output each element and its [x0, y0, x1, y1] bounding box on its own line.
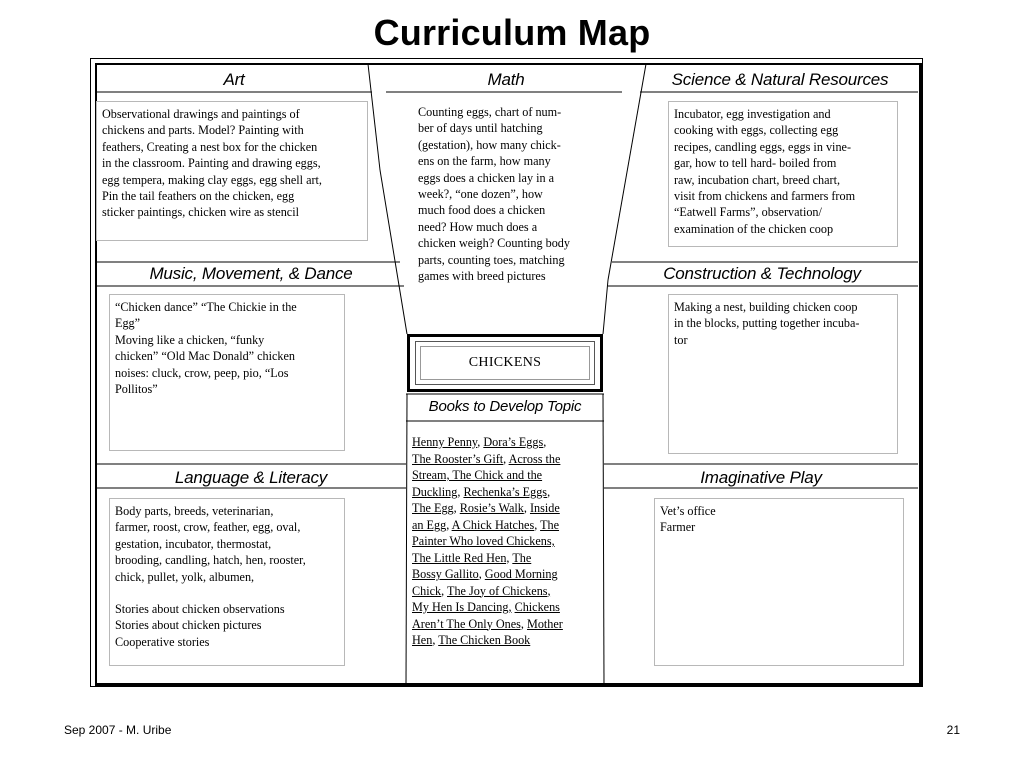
books-line: [412, 451, 602, 468]
construction-text-line: in the blocks, putting together incuba-: [674, 316, 860, 331]
books-separator: ,: [534, 517, 541, 532]
art-text-line: Pin the tail feathers on the chicken, egg: [102, 189, 295, 204]
construction-text-line: Making a nest, building chicken coop: [674, 300, 858, 314]
music-text-line: Moving like a chicken, “funky: [115, 332, 265, 347]
science-heading: Science & Natural Resources: [671, 70, 889, 89]
books-line: [412, 517, 602, 534]
science-text-line: raw, incubation chart, breed chart,: [674, 172, 841, 187]
books-line: [412, 599, 602, 616]
math-text-line: games with breed pictures: [418, 269, 546, 284]
math-text-line: week?, “one dozen”, how: [418, 187, 543, 202]
books-line: [412, 566, 602, 583]
language-text-line: Cooperative stories: [115, 634, 210, 649]
math-text-line: Counting eggs, chart of num-: [418, 105, 562, 119]
art-text-line: sticker paintings, chicken wire as stencil: [102, 205, 299, 220]
books-separator: ,: [478, 567, 485, 581]
language-text-line: Stories about chicken observations: [115, 602, 285, 617]
art-text-line: egg tempera, making clay eggs, egg shell art,: [102, 172, 322, 187]
science-text-line: gar, how to tell hard- boiled from: [674, 156, 837, 171]
book-title: Bossy Gallito: [412, 567, 479, 581]
book-title: The Little Red Hen,: [412, 550, 510, 565]
book-title: Across the: [508, 451, 561, 466]
central-topic-mid-border: [415, 341, 595, 385]
books-line: [412, 632, 602, 649]
language-text-line: Stories about chicken pictures: [115, 618, 262, 633]
music-heading: Music, Movement, & Dance: [149, 264, 353, 283]
central-topic-label: CHICKENS: [420, 346, 590, 380]
books-separator: ,: [503, 451, 509, 466]
book-title: The Egg: [412, 501, 454, 515]
books-line: [412, 583, 602, 600]
music-text-line: Egg”: [115, 316, 141, 331]
music-box: [109, 294, 345, 451]
book-title: Rechenka’s Eggs: [463, 484, 548, 499]
book-title: Duckling: [412, 484, 458, 499]
math-text-line: need? How much does a: [418, 219, 538, 234]
books-line: [412, 616, 602, 633]
science-text-line: Incubator, egg investigation and: [674, 107, 831, 121]
book-title: The Joy of Chickens,: [447, 583, 551, 598]
book-title: A Chick Hatches: [451, 517, 535, 532]
book-title: The: [540, 517, 560, 532]
art-text-line: in the classroom. Painting and drawing eggs,: [102, 156, 321, 171]
art-text-line: feathers, Creating a nest box for the chicken: [102, 139, 318, 154]
paragraph-gap: [115, 585, 339, 601]
books-separator: ,: [441, 583, 447, 598]
math-text: [418, 104, 604, 284]
books-list: [412, 434, 602, 649]
science-text-line: cooking with eggs, collecting egg: [674, 123, 839, 138]
language-box: [109, 498, 345, 666]
music-text-line: chicken” “Old Mac Donald” chicken: [115, 349, 296, 364]
art-heading: Art: [223, 70, 245, 89]
language-text-line: gestation, incubator, thermostat,: [115, 536, 272, 551]
book-title: Dora’s Eggs: [483, 435, 544, 449]
book-title: The Rooster’s Gift: [412, 451, 504, 466]
play-heading: Imaginative Play: [700, 468, 822, 487]
book-title: Mother: [526, 616, 563, 631]
language-text-line: chick, pullet, yolk, albumen,: [115, 569, 255, 584]
play-box: [654, 498, 904, 666]
book-title: Aren’t The Only Ones,: [412, 616, 524, 631]
math-text-line: ens on the farm, how many: [418, 154, 551, 169]
book-title: Henny Penny: [412, 435, 478, 449]
math-text-line: (gestation), how many chick-: [418, 137, 561, 152]
science-text-line: recipes, candling eggs, eggs in vine-: [674, 139, 852, 154]
books-separator: ,: [547, 484, 551, 499]
book-title: Chick: [412, 583, 442, 598]
math-text-line: ber of days until hatching: [418, 121, 543, 136]
books-line: [412, 467, 602, 484]
play-text-line: Vet’s office: [660, 504, 716, 518]
books-separator: ,: [477, 435, 484, 449]
books-line: [412, 533, 602, 550]
science-text-line: examination of the chicken coop: [674, 221, 834, 236]
science-text-line: visit from chickens and farmers from: [674, 189, 856, 204]
book-title: Chickens: [514, 600, 560, 614]
music-text-line: Pollitos”: [115, 382, 158, 397]
books-separator: ,: [457, 484, 464, 499]
books-line: [412, 484, 602, 501]
books-heading: Books to Develop Topic: [428, 398, 582, 415]
art-text-line: Observational drawings and paintings of: [102, 107, 300, 121]
book-title: The: [512, 550, 532, 565]
footer-credit: Sep 2007 - M. Uribe: [64, 723, 172, 737]
books-line: [412, 434, 602, 451]
book-title: The Chicken Book: [438, 633, 531, 647]
books-line: [412, 550, 602, 567]
books-separator: ,: [453, 501, 460, 515]
construction-text-line: tor: [674, 332, 688, 347]
book-title: My Hen Is Dancing,: [412, 600, 512, 614]
art-text-line: chickens and parts. Model? Painting with: [102, 123, 304, 138]
math-heading: Math: [487, 70, 525, 89]
art-box: [96, 101, 368, 241]
slide-title: Curriculum Map: [373, 12, 651, 53]
music-text-line: “Chicken dance” “The Chickie in the: [115, 300, 297, 314]
books-separator: ,: [432, 633, 439, 647]
construction-box: [668, 294, 898, 454]
books-separator: ,: [446, 517, 452, 532]
books-separator: ,: [543, 435, 547, 449]
book-title: Good Morning: [484, 567, 558, 581]
math-text-line: much food does a chicken: [418, 203, 546, 218]
books-line: [412, 500, 602, 517]
math-text-line: parts, counting toes, matching: [418, 252, 565, 267]
language-heading: Language & Literacy: [174, 468, 328, 487]
construction-heading: Construction & Technology: [663, 264, 861, 283]
books-separator: ,: [523, 501, 530, 515]
book-title: Stream, The Chick and the: [412, 468, 543, 482]
science-text-line: “Eatwell Farms”, observation/: [674, 205, 822, 220]
book-title: Hen: [412, 633, 433, 647]
music-text-line: noises: cluck, crow, peep, pio, “Los: [115, 365, 289, 380]
language-text-line: Body parts, breeds, veterinarian,: [115, 504, 274, 518]
math-text-line: chicken weigh? Counting body: [418, 236, 570, 251]
central-topic-box: [407, 334, 603, 392]
book-title: Rosie’s Walk: [459, 501, 524, 515]
book-title: Inside: [529, 501, 560, 515]
page-number: 21: [946, 723, 960, 737]
language-text-line: brooding, candling, hatch, hen, rooster,: [115, 553, 306, 568]
book-title: an Egg: [412, 517, 447, 532]
language-text-line: farmer, roost, crow, feather, egg, oval,: [115, 520, 301, 535]
math-text-line: eggs does a chicken lay in a: [418, 170, 555, 185]
book-title: Painter Who loved Chickens,: [412, 534, 555, 548]
science-box: [668, 101, 898, 247]
play-text-line: Farmer: [660, 520, 696, 535]
